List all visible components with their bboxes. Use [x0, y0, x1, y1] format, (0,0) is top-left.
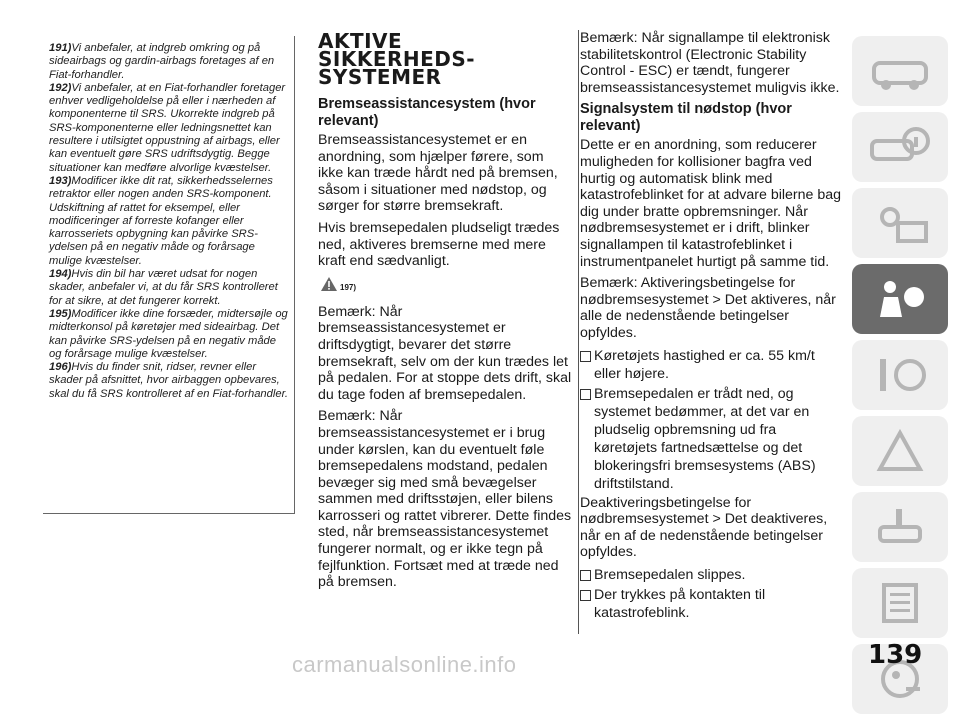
column-middle	[318, 29, 572, 596]
list-item: Køretøjets hastighed er ca. 55 km/t eller højere.	[580, 347, 842, 383]
footnotes-box	[43, 36, 295, 514]
tab-warning-lights[interactable]	[852, 188, 948, 258]
wrench-car-icon	[868, 505, 932, 549]
car-dashboard-icon	[868, 49, 932, 93]
paragraph: Dette er en anordning, som reducerer muligheden for kollisioner bagfra ved hurtig og automatisk blink med katastrofeblinket for at advare bilerne bag dig under bratte opbremsninger. Når nødbremsesystemet er i drift, blinker signallampen til katastrofeblinket i instrumentpanelet hurtigt på samme tid.	[580, 137, 842, 270]
paragraph: Bremseassistancesystemet er en anordning, som hjælper førere, som ikke kan træde hårdt ned på bremsen, såsom i situationer med nødstop, og sørger for større bremsekraft.	[318, 132, 558, 215]
info-icon	[868, 125, 932, 169]
footnote-193: 193)Modificer ikke dit rat, sikkerhedsselernes retraktor eller nogen anden SRS-komponent. Udskiftning af rattet for eksempel, eller modificeringer af forreste kofanger eller karrosseriets opbygning kan påvirke SRS-ydelsen på en negativ måde og forårsage mulige kvæstelser.	[49, 174, 273, 267]
paragraph: Bemærk: Når signallampe til elektronisk stabilitetskontrol (Electronic Stability Control - ESC) er tændt, fungerer bremseassistancesystemet muligvis ikke.	[580, 30, 840, 96]
warning-ref-number: 197)	[340, 282, 357, 292]
footnote-195: 195)Modificer ikke dine forsæder, midtersøjle og midterkonsol på køretøjer med sideairbag. Det kan påvirke SRS-ydelsen på en negativ måde og forårsage mulige kvæstelser.	[49, 307, 288, 360]
footnote-194: 194)Hvis din bil har været udsat for nogen skader, anbefaler vi, at du får SRS kontrolleret for at sikre, at det fungerer korrekt.	[49, 268, 278, 307]
heading-brake-assist: Bremseassistancesystem (hvor relevant)	[318, 96, 536, 129]
footnote-191: 191)Vi anbefaler, at indgreb omkring og på sideairbags og gardin-airbags foretages af en Fiat-forhandler.	[49, 42, 275, 81]
section-title: AKTIVE SIKKERHEDS- SYSTEMER	[318, 29, 476, 89]
heading-emergency-signal: Signalsystem til nødstop (hvor relevant)	[580, 101, 792, 135]
page-number: 139	[868, 640, 923, 670]
tab-dashboard[interactable]	[852, 36, 948, 106]
warning-reference	[320, 276, 572, 292]
tab-starting[interactable]	[852, 340, 948, 410]
chapter-tabs	[852, 36, 952, 720]
tab-maintenance[interactable]	[852, 492, 948, 562]
key-steering-icon	[868, 353, 932, 397]
list-item: Der trykkes på kontakten til katastrofeblink.	[580, 586, 842, 622]
list-item: Bremsepedalen slippes.	[580, 566, 842, 584]
list-item: Bremsepedalen er trådt ned, og systemet bedømmer, at det var en pludselig opbremsning ud fra køretøjets fartnedsættelse og det blokeringsfri bremsesystems (ABS) driftstilstand.	[580, 385, 842, 493]
document-list-icon	[868, 581, 932, 625]
checkbox-bullet-icon	[580, 389, 591, 400]
tab-info[interactable]	[852, 112, 948, 182]
tab-technical-data[interactable]	[852, 568, 948, 638]
paragraph: Bemærk: Når bremseassistancesystemet er driftsdygtigt, bevarer det større bremsekraft, selv om der kun trædes let på pedalen. For at stoppe dets drift, skal du tage foden af bremsepedalen.	[318, 303, 572, 403]
column-divider	[578, 30, 579, 634]
tab-safety[interactable]	[852, 264, 948, 334]
tab-emergency[interactable]	[852, 416, 948, 486]
warning-triangle-icon	[320, 276, 338, 292]
paragraph: Deaktiveringsbetingelse for nødbremsesystemet > Det deaktiveres, når en af de nedenstående betingelser opfyldes.	[580, 494, 828, 561]
column-right	[580, 30, 842, 624]
footnote-196: 196)Hvis du finder snit, ridser, revner eller skader på afsnittet, hvor airbaggen opbevares, skal du få SRS kontrolleret af en Fiat-forhandler.	[49, 361, 288, 400]
airbag-seatbelt-icon	[868, 277, 932, 321]
checkbox-bullet-icon	[580, 590, 591, 601]
paragraph: Hvis bremsepedalen pludseligt trædes ned, aktiveres bremserne med mere kraft end sædvanligt.	[318, 219, 560, 270]
footnote-192: 192)Vi anbefaler, at en Fiat-forhandler foretager enhver vedligeholdelse på eller i nærheden af komponenterne til SRS. Ukorrekte indgreb på SRS-komponenterne eller ledningsnettet kan resultere i utilsigtet oppustning af airbags, eller kan eventuelt gøre SRS udriftsdygtig. Begge situationer kan medføre alvorlige kvæstelser.	[49, 81, 286, 174]
warning-lights-icon	[868, 201, 932, 245]
checkbox-bullet-icon	[580, 351, 591, 362]
emergency-icon	[868, 429, 932, 473]
paragraph: Bemærk: Når bremseassistancesystemet er i brug under kørslen, kan du eventuelt føle bremsepedalens modstand, pedalen bevæger sig med små bevægelser sammen med driftsstøjen, eller bilens karrosseri og rattet vibrerer. Dette findes sted, når bremseassistancesystemet fungerer normalt, og er ikke tegn på fejlfunktion. Fortsæt med at træde ned på bremsen.	[318, 408, 572, 591]
checkbox-bullet-icon	[580, 570, 591, 581]
watermark: carmanualsonline.info	[292, 652, 517, 677]
paragraph: Bemærk: Aktiveringsbetingelse for nødbremsesystemet > Det aktiveres, når alle de nedenstående betingelser opfyldes.	[580, 275, 836, 341]
